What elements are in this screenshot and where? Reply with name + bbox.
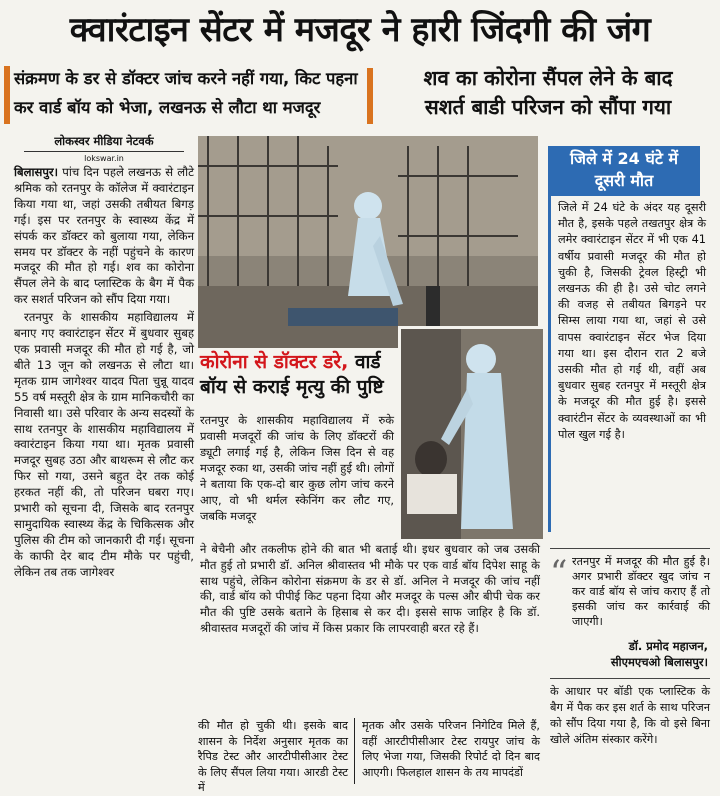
headline: क्वारंटाइन सेंटर में मजदूर ने हारी जिंदगी की जंग [69,10,651,50]
side-box-text: जिले में 24 घंटे के अंदर यह दूसरी मौत है, इसके पहले तखतपुर क्षेत्र के लमेर क्वारंटाइन सेंटर में भी एक 41 वर्षीय प्रवासी मजदूर की मौत हो चुकी है, जिसकी ट्रेवल हिस्ट्री भी लखनऊ की ही है। उसे चोट लगने की वजह से तबीयत बिगड़ने पर सिम्स लाया गया था, जहां से उसे वापस क्वारंटाइन सेंटर भेज दिया गया था। इस दौरान रात 2 बजे उसकी मौत हो गई थी, वहीं अब बुधवार सुबह रतनपुर में मस्तूरी क्षेत्र के मजदूर की मौत हुई है। इससे क्वारंटीन सेंटर के व्यवस्थाओं का भी पोल खुल गई है। [558,201,706,441]
side-box-title-line-2: दूसरी मौत [594,171,654,190]
subheadline-right-line-2: सशर्त बाडी परिजन को सौंपा गया [424,95,672,119]
quote-name: डॉ. प्रमोद महाजन, [628,639,708,653]
byline-rule [24,151,184,152]
quote-text: रतनपुर में मजदूर की मौत हुई है। अगर प्रभारी डॉक्टर खुद जांच न कर वार्ड बॉय से जांच कराए हैं तो इसकी जांच कर कार्रवाई की जाएगी। [572,555,710,628]
subheadline-right [380,64,716,122]
overlay-title-line-2: बॉय से कराई मृत्यु की पुष्टि [200,376,384,398]
bottom-column-3: मृतक और उसके परिजन निगेटिव मिले हैं, वहीं आरटीपीसीआर टेस्ट रायपुर जांच के लिए भेजा गया, जिसकी रिपोर्ट दो दिन बाद आएगी। फिलहाल शासन के तय मापदंडों [362,719,540,779]
column-1-paragraph-1: पांच दिन पहले लखनऊ से लौटे श्रमिक को रतनपुर के कॉलेज में क्वारंटाइन किया गया था, जहां उसकी तबीयत बिगड़ गई। इस पर रतनपुर के स्वास्थ्य केंद्र में संपर्क कर डॉक्टर को बुलाया गया, लेकिन समय पर डॉक्टर के नहीं पहुंचने के कारण मजदूर की मौत हो गई। शव का कोरोना सैंपल लेने के बाद प्लास्टिक के बैग में पैक कर सशर्त परिजन को सौंप दिया गया। [14,165,194,307]
side-box-title-line-1: जिले में 24 घंटे में [569,149,679,168]
bottom-column-4: के आधार पर बॉडी एक प्लास्टिक के बैग में पैक कर इस शर्त के साथ परिजन को सौंप दिया गया है, कि वो इसे बिना खोले अंतिम संस्कार करेंगे। [550,685,710,746]
subheadline-left-line-2: कर वार्ड बॉय को भेजा, लखनऊ से लौटा था मजदूर [14,98,321,117]
overlay-title-red: कोरोना से डॉक्टर डरे, [200,351,349,373]
bottom-column-2: की मौत हो चुकी थी। इसके बाद शासन के निर्देश अनुसार मृतक का रैपिड टेस्ट और आरटीपीसीआर टेस्ट के लिए सैंपल लिया गया। आरडी टेस्ट में [198,719,348,795]
side-box-rule [548,194,551,532]
website: lokswar.in [84,154,124,163]
side-box-title [548,146,700,196]
inset-photo [398,326,543,539]
subheadline-left-line-1: संक्रमण के डर से डॉक्टर जांच करने नहीं गया, किट पहना [14,69,358,88]
quarantine-center-photo [198,136,538,348]
quote-attribution [552,638,708,670]
main-photo [198,136,538,348]
subheadline-left [14,64,359,122]
accent-bar-right [367,68,373,124]
quote-rule-bottom [550,678,710,679]
middle-text: ने बेचैनी और तकलीफ होने की बात भी बताई थी। इधर बुधवार को जब उसकी मौत हुई तो प्रभारी डॉ. अनिल श्रीवास्तव भी मौके पर एक वार्ड बॉय दिपेश साहू के साथ पहुंचे, लेकिन कोरोना संक्रमण के डर से डॉ. अनिल ने मजदूर की जांच नहीं की, वार्ड बॉय को पीपीई किट पहना दिया और मजदूर के पल्स और बीपी चेक कर मौत की पुष्टि उसके बताने के हिसाब से कर दी। इससे साफ जाहिर है कि डॉ. श्रीवास्तव मजदूरों की जांच में किस प्रकार कि लापरवाही बरत रहे हैं। [200,542,540,635]
overlay-title [200,350,400,400]
quote-role: सीएमएचओ बिलासपुर। [610,655,708,669]
ppe-worker-photo [401,329,543,539]
overlay-title-part-a: वार्ड [354,351,381,373]
quote-mark-icon: “ [550,553,568,593]
column-divider [354,718,355,784]
overlay-text: रतनपुर के शासकीय महाविद्यालय में रुके प्रवासी मजदूरों की जांच के लिए डॉक्टरों की ड्यूटी लगाई गई है, लेकिन जिस दिन से वह मजदूर रुका था, उसकी जांच नहीं हुई थी। लोगों ने बताया कि एक-दो बार कुछ लोग जांच करने आए, वो भी थर्मल स्केनिंग कर लौट गए, जबकि मजदूर [200,413,394,523]
dateline: बिलासपुर। [14,165,59,179]
column-1-paragraph-2: रतनपुर के शासकीय महाविद्यालय में बनाए गए क्वारंटाइन सेंटर में बुधवार सुबह एक प्रवासी मजदूर की मौत हो गई है, जो बीते 13 जून को लखनऊ से लौटा था। मृतक ग्राम जागेश्वर यादव पिता चुन्नू यादव 55 वर्ष मस्तूरी क्षेत्र के ग्राम मानिकचौरी का निवासी था। उसे परिवार के अन्य सदस्यों के साथ रतनपुर के शासकीय महाविद्यालय में क्वारंटाइन किया गया था। मृतक प्रवासी मजदूर सुबह उठा और बाथरूम से लौट कर फिर सो गया, उसने बहुत देर तक कोई हरकत नहीं की, तो परिजन घबरा गए। प्रभारी को सूचना दी, जिसके बाद रतनपुर सामुदायिक स्वास्थ्य केंद्र के चिकित्सक और पुलिस की टीम को जानकारी दी गई। सूचना के काफी देर बाद टीम मौके पर पहुंची, लेकिन तब तक जागेश्वर [14,310,194,579]
quote-rule [550,548,710,549]
subheadline-right-line-1: शव का कोरोना सैंपल लेने के बाद [423,66,673,90]
byline: लोकस्वर मीडिया नेटवर्क [54,134,154,148]
accent-bar-left [4,66,10,124]
column-1-text [14,165,194,581]
